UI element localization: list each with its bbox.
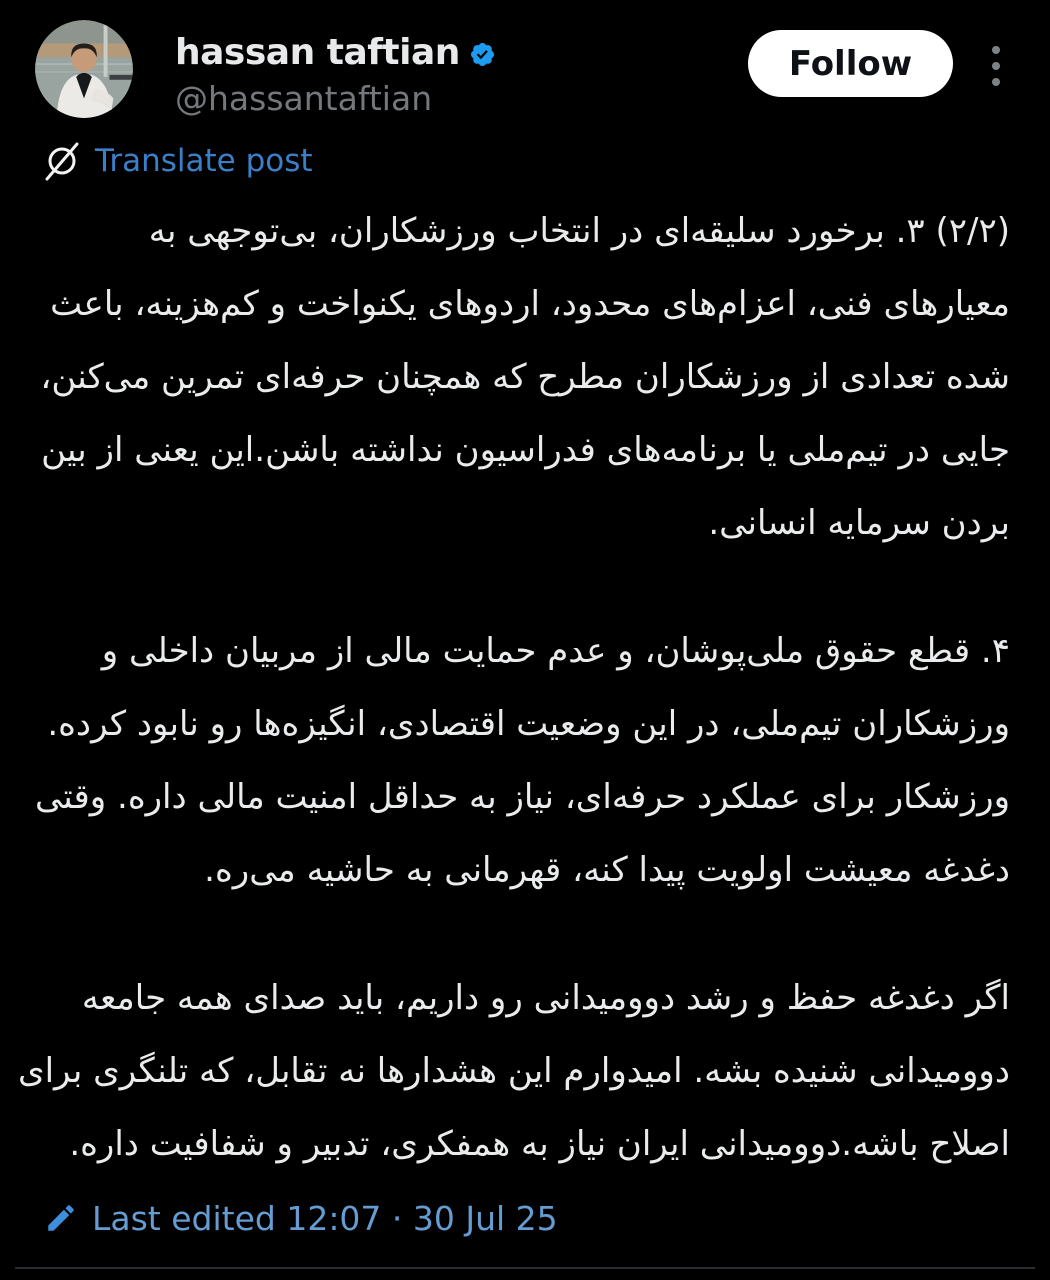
translate-icon <box>44 138 80 184</box>
tweet-line: ورزشکاران تیم‌ملی، در این وضعیت اقتصادی، انگیزه‌ها رو نابود کرده. <box>47 704 1010 744</box>
tweet-line: جایی در تیم‌ملی یا برنامه‌های فدراسیون نداشته باشن.این یعنی از بین <box>41 430 1010 470</box>
pencil-icon <box>44 1201 78 1235</box>
translate-label: Translate post <box>95 143 313 179</box>
tweet-paragraph <box>40 195 1010 560</box>
last-edited-link[interactable] <box>44 1196 558 1240</box>
avatar[interactable] <box>35 20 133 118</box>
translate-post-link[interactable] <box>44 138 313 184</box>
verified-badge-icon <box>469 41 496 68</box>
user-identity <box>175 32 496 118</box>
tweet-line: شده تعدادی از ورزشکاران مطرح که همچنان حرفه‌ای تمرین می‌کنن، <box>40 357 1010 397</box>
tweet-line: (۲/۲) ۳. برخورد سلیقه‌ای در انتخاب ورزشکاران، بی‌توجهی به <box>148 211 1010 251</box>
divider <box>15 1267 1035 1269</box>
tweet-line: ورزشکار برای عملکرد حرفه‌ای، نیاز به حداقل امنیت مالی داره. وقتی <box>34 777 1010 817</box>
tweet-line: معیارهای فنی، اعزام‌های محدود، اردوهای یکنواخت و کم‌هزینه، باعث <box>50 284 1010 324</box>
tweet-paragraph <box>18 962 1010 1181</box>
tweet-line: دوومیدانی شنیده بشه. امیدوارم این هشدارها نه تقابل، که تلنگری برای <box>18 1051 1010 1091</box>
tweet-line: دغدغه معیشت اولویت پیدا کنه، قهرمانی به حاشیه می‌ره. <box>204 850 1010 890</box>
tweet-line: اگر دغدغه حفظ و رشد دوومیدانی رو داریم، باید صدای همه جامعه <box>81 978 1010 1018</box>
follow-button[interactable]: Follow <box>748 30 953 97</box>
avatar-image <box>35 20 133 118</box>
tweet-text <box>18 195 1010 1181</box>
tweet-line: اصلاح باشه.دوومیدانی ایران نیاز به همفکری، تدبیر و شفافیت داره. <box>69 1124 1010 1164</box>
tweet-line: ۴. قطع حقوق ملی‌پوشان، و عدم حمایت مالی از مربیان داخلی و <box>101 631 1010 671</box>
tweet-paragraph <box>34 615 1010 907</box>
user-handle[interactable]: @hassantaftian <box>175 79 433 118</box>
three-dot-menu-icon[interactable] <box>987 46 1005 86</box>
tweet-line: بردن سرمایه انسانی. <box>708 503 1010 543</box>
display-name[interactable]: hassan taftian <box>175 32 460 73</box>
edited-label: Last edited 12:07 · 30 Jul 25 <box>92 1198 558 1238</box>
